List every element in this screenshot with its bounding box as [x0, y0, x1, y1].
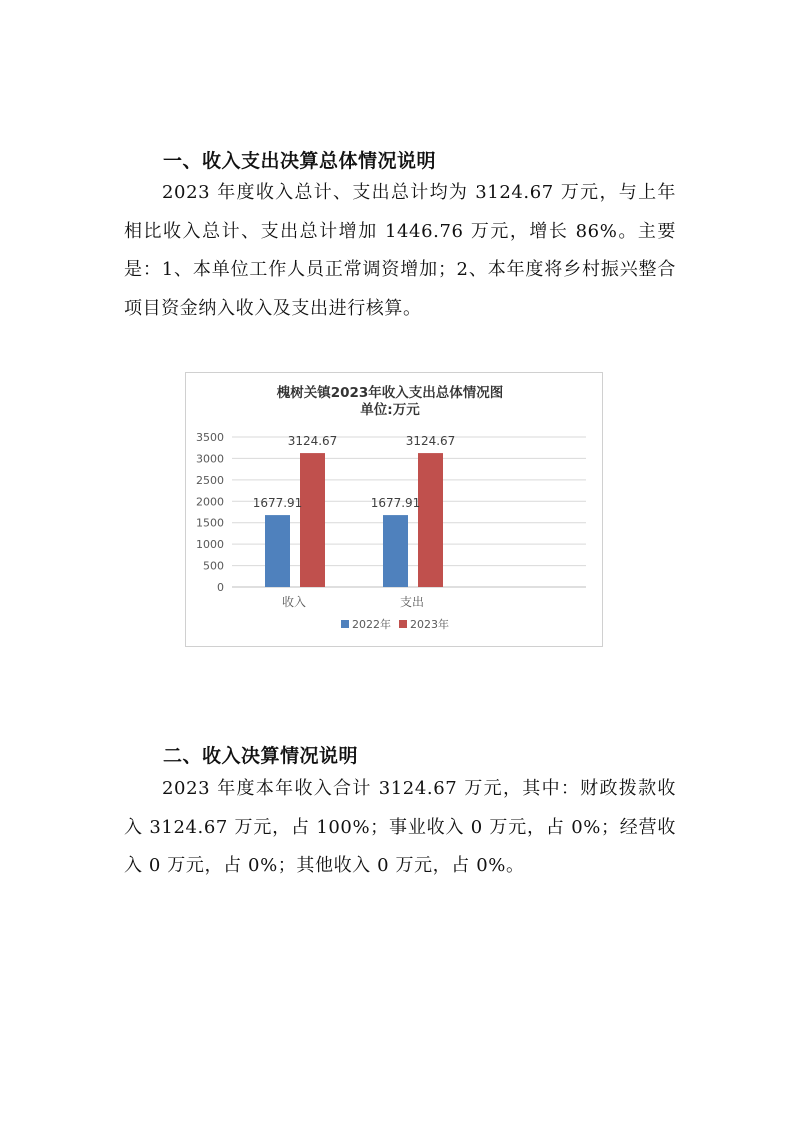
bar-value-label: 1677.91 [252, 496, 303, 511]
legend-label: 2023年 [410, 618, 449, 631]
y-tick-label: 1500 [196, 516, 224, 530]
bar-value-label: 1677.91 [370, 496, 421, 511]
section-1-heading: 一、收入支出决算总体情况说明 [163, 150, 437, 172]
y-tick-label: 0 [217, 581, 224, 594]
y-tick-label: 2500 [196, 473, 224, 487]
income-expense-chart [185, 372, 603, 647]
legend-swatch [399, 620, 407, 628]
section-2-paragraph: 2023 年度本年收入合计 3124.67 万元，其中：财政拨款收入 3124.67 万元，占 100%；事业收入 0 万元，占 0%；经营收入 0 万元，占 0%；其他收入 0 万元，占 0%。 [124, 778, 676, 876]
y-tick-label: 3500 [196, 431, 224, 444]
section-2-heading: 二、收入决算情况说明 [163, 745, 359, 767]
y-tick-label: 2000 [196, 495, 224, 509]
bar-2023-expense [418, 453, 443, 587]
y-tick-label: 500 [203, 559, 224, 573]
chart-subtitle: 单位:万元 [360, 402, 420, 418]
bar-2022-expense [383, 515, 408, 587]
chart-title: 槐树关镇2023年收入支出总体情况图 [276, 385, 504, 401]
bar-value-label: 3124.67 [287, 434, 338, 449]
bar-2022-income [265, 515, 290, 587]
x-tick-label: 支出 [399, 595, 425, 609]
bar-2023-income [300, 453, 325, 587]
legend-swatch [341, 620, 349, 628]
x-tick-label: 收入 [281, 595, 307, 609]
y-tick-label: 1000 [196, 538, 224, 552]
y-tick-label: 3000 [196, 452, 224, 466]
bar-value-label: 3124.67 [405, 434, 456, 449]
chart-canvas [186, 373, 602, 646]
section-1-paragraph: 2023 年度收入总计、支出总计均为 3124.67 万元，与上年相比收入总计、支出总计增加 1446.76 万元，增长 86%。主要是：1、本单位工作人员正常调资增加；2、本年度将乡村振兴整合项目资金纳入收入及支出进行核算。 [124, 182, 676, 319]
legend-label: 2022年 [352, 618, 391, 631]
